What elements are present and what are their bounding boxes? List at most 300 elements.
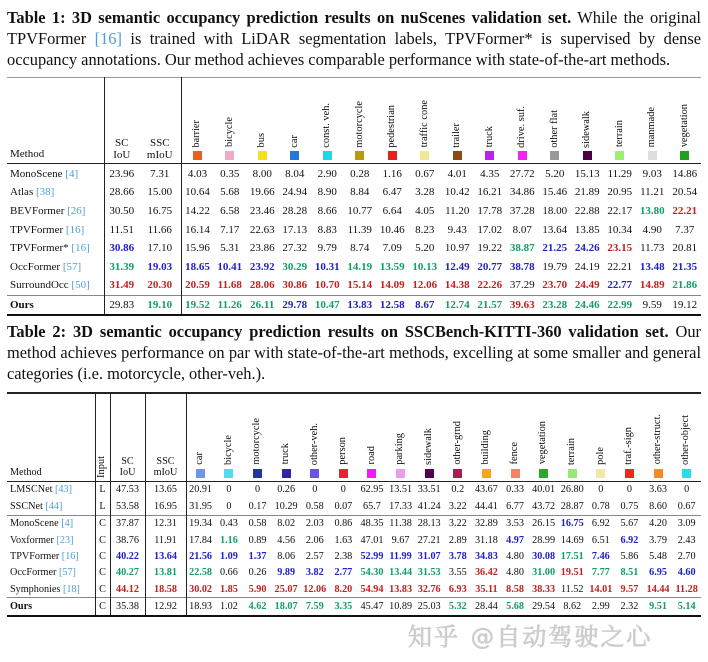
metric-value: 30.50 <box>109 204 135 217</box>
class-label: const. veh. <box>321 102 333 148</box>
metric-value: 7.37 <box>675 223 695 236</box>
table2-sscbench-kitti360-results <box>7 392 701 617</box>
input-modality: C <box>95 515 110 532</box>
metric-value: 23.96 <box>109 167 135 180</box>
citation-link[interactable]: [38] <box>35 186 55 199</box>
class-color-swatch <box>654 469 663 478</box>
input-modality: C <box>95 581 110 598</box>
method-name: LMSCNet [43] <box>7 481 95 498</box>
metric-value: 6.92 <box>620 534 639 546</box>
input-modality: C <box>95 548 110 564</box>
metric-value: 9.51 <box>649 601 667 613</box>
metric-value: 4.20 <box>649 518 667 530</box>
metric-value: 41.24 <box>417 500 441 512</box>
metric-value: 16.95 <box>145 498 186 515</box>
method-name: OccFormer [57] <box>7 565 95 581</box>
metric-value: 19.12 <box>672 298 698 311</box>
class-label: bicycle <box>223 117 235 148</box>
metric-value: 10.29 <box>274 500 298 512</box>
metric-value: 22.21 <box>607 260 633 273</box>
metric-value: 37.28 <box>509 204 535 217</box>
metric-value: 12.58 <box>379 298 405 311</box>
column-header-sidewalk <box>571 78 604 164</box>
metric-value: 0.66 <box>220 567 238 579</box>
metric-value: 20.77 <box>477 260 503 273</box>
class-label: bus <box>256 133 268 148</box>
metric-value: 8.90 <box>317 186 337 199</box>
metric-value: 17.33 <box>389 500 413 512</box>
class-label: other-object <box>680 414 692 465</box>
metric-value: 13.64 <box>145 548 186 564</box>
class-label: truck <box>483 126 495 148</box>
metric-value: 0.67 <box>677 500 696 512</box>
column-header-person <box>329 393 358 482</box>
column-header-method: Method <box>7 393 95 482</box>
metric-value: 62.95 <box>360 484 384 496</box>
metric-value: 10.77 <box>347 204 373 217</box>
metric-value: 11.39 <box>347 223 372 236</box>
metric-value: 3.22 <box>448 518 467 530</box>
metric-value: 37.87 <box>110 515 145 532</box>
metric-value: 15.13 <box>574 167 600 180</box>
metric-value: 3.22 <box>448 500 467 512</box>
metric-value: 18.58 <box>145 581 186 598</box>
metric-value: 1.09 <box>220 550 238 562</box>
column-header-bicycle <box>214 78 247 164</box>
metric-value: 3.09 <box>677 518 696 530</box>
class-color-swatch <box>225 151 234 160</box>
class-color-swatch <box>596 469 605 478</box>
metric-value: 14.44 <box>646 583 670 595</box>
metric-value: 2.89 <box>448 534 467 546</box>
metric-value: 40.27 <box>110 565 145 581</box>
metric-value: 8.83 <box>317 223 337 236</box>
metric-value: 54.94 <box>360 583 384 595</box>
metric-value: 9.57 <box>620 583 639 595</box>
metric-value: 3.78 <box>448 550 467 562</box>
metric-value: 13.51 <box>389 484 413 496</box>
column-header-car <box>279 78 312 164</box>
citation-link[interactable]: [43] <box>55 484 72 496</box>
metric-value: 18.00 <box>542 204 568 217</box>
metric-value: 4.01 <box>447 167 467 180</box>
metric-value: 11.73 <box>640 242 665 255</box>
class-color-swatch <box>453 151 462 160</box>
metric-value: 8.60 <box>649 500 667 512</box>
metric-value: 38.78 <box>509 260 535 273</box>
metric-value: 1.16 <box>382 167 402 180</box>
metric-value: 25.03 <box>417 601 441 613</box>
class-label: car <box>194 452 206 465</box>
metric-value: 14.19 <box>347 260 373 273</box>
column-header-drive-suf <box>506 78 539 164</box>
metric-value: 1.63 <box>334 534 353 546</box>
metric-value: 8.51 <box>620 567 639 579</box>
class-color-swatch <box>339 469 348 478</box>
method-name: BEVFormer [26] <box>7 202 104 221</box>
metric-value: 8.20 <box>334 583 353 595</box>
table1-nuscenes-results <box>7 77 701 316</box>
metric-value: 31.00 <box>532 567 556 579</box>
class-label: parking <box>394 432 406 465</box>
metric-value: 32.89 <box>474 518 498 530</box>
class-label: vegetation <box>678 104 690 148</box>
column-header-truck <box>272 393 301 482</box>
class-color-swatch <box>511 469 520 478</box>
metric-value: 10.46 <box>379 223 405 236</box>
metric-value: 12.31 <box>145 515 186 532</box>
metric-value: 6.95 <box>649 567 667 579</box>
metric-value: 5.14 <box>677 601 696 613</box>
metric-value: 45.47 <box>360 601 384 613</box>
method-name: TPVFormer* [16] <box>7 239 104 258</box>
class-color-swatch <box>539 469 548 478</box>
metric-value: 21.86 <box>672 279 698 292</box>
class-label: motorcycle <box>251 417 263 465</box>
metric-value: 4.35 <box>480 167 500 180</box>
class-color-swatch <box>550 151 559 160</box>
metric-value: 53.58 <box>110 498 145 515</box>
metric-value: 40.01 <box>532 484 556 496</box>
metric-value: 5.86 <box>620 550 639 562</box>
metric-value: 12.06 <box>303 583 327 595</box>
metric-value: 0.67 <box>415 167 435 180</box>
input-header-label: Input <box>96 455 108 478</box>
metric-value: 3.28 <box>415 186 435 199</box>
citation-link[interactable]: [16] <box>65 223 85 236</box>
metric-value: 11.51 <box>109 223 134 236</box>
metric-value: 40.22 <box>110 548 145 564</box>
class-color-swatch <box>648 151 657 160</box>
metric-value: 0 <box>598 484 604 496</box>
metric-value: 3.55 <box>448 567 467 579</box>
class-color-swatch <box>310 469 319 478</box>
metric-value: 20.81 <box>672 242 698 255</box>
metric-value: 3.35 <box>334 601 353 613</box>
metric-value: 2.32 <box>620 601 639 613</box>
metric-value: 5.48 <box>649 550 667 562</box>
metric-value: 10.42 <box>444 186 470 199</box>
metric-value: 24.26 <box>574 242 600 255</box>
table2-caption-text: Our method achieves performance on par with state-of-the-art methods, excelling at some smaller and general categories (i.e. motorcycle, other-veh.). <box>7 322 701 383</box>
method-name: Ours <box>7 295 104 315</box>
metric-value: 28.99 <box>532 534 556 546</box>
citation-link[interactable]: [16] <box>71 242 90 255</box>
metric-value: 16.21 <box>477 186 503 199</box>
metric-value: 35.38 <box>110 598 145 616</box>
metric-value: 4.80 <box>506 567 524 579</box>
metric-value: 0 <box>254 484 261 496</box>
metric-value: 11.29 <box>607 167 632 180</box>
metric-value: 29.83 <box>109 298 135 311</box>
metric-value: 31.49 <box>109 279 135 292</box>
metric-value: 22.17 <box>607 204 633 217</box>
metric-value: 22.77 <box>607 279 633 292</box>
metric-value: 65.7 <box>363 500 381 512</box>
input-modality: C <box>95 532 110 548</box>
method-name: OccFormer [57] <box>7 257 104 276</box>
metric-value: 16.75 <box>139 202 181 221</box>
metric-value: 20.30 <box>139 276 181 295</box>
metric-value: 0.58 <box>248 518 267 530</box>
method-name: SSCNet [44] <box>7 498 95 515</box>
column-header-ssc-miou: SSC mIoU <box>139 78 181 164</box>
class-color-swatch <box>196 469 205 478</box>
metric-value: 3.79 <box>649 534 667 546</box>
metric-value: 28.44 <box>474 601 498 613</box>
metric-value: 2.77 <box>334 567 353 579</box>
metric-value: 10.64 <box>185 186 210 199</box>
metric-value: 9.67 <box>391 534 410 546</box>
metric-value: 1.02 <box>220 601 238 613</box>
column-header-sc-iou: SC IoU <box>110 393 145 482</box>
metric-value: 27.72 <box>509 167 535 180</box>
metric-value: 18.07 <box>274 601 298 613</box>
metric-value: 30.86 <box>109 242 135 255</box>
class-color-swatch <box>680 151 689 160</box>
metric-value: 28.13 <box>417 518 441 530</box>
metric-value: 5.20 <box>545 167 565 180</box>
metric-value: 18.93 <box>189 601 213 613</box>
metric-value: 8.62 <box>563 601 582 613</box>
metric-value: 28.28 <box>282 204 308 217</box>
metric-value: 0 <box>312 484 318 496</box>
class-label: terrain <box>566 437 578 465</box>
metric-value: 11.91 <box>145 532 186 548</box>
metric-value: 10.34 <box>607 223 633 236</box>
column-header-motorcycle <box>344 78 377 164</box>
citation-link[interactable]: [57] <box>58 567 76 579</box>
metric-value: 23.86 <box>249 242 275 255</box>
metric-value: 38.33 <box>532 583 556 595</box>
column-header-other-object <box>672 393 701 482</box>
column-header-manmade <box>636 78 669 164</box>
metric-value: 20.54 <box>672 186 698 199</box>
metric-value: 8.23 <box>415 223 435 236</box>
metric-value: 13.81 <box>145 565 186 581</box>
class-color-swatch <box>224 469 233 478</box>
metric-value: 15.46 <box>542 186 568 199</box>
column-header-sidewalk <box>415 393 444 482</box>
metric-value: 31.18 <box>474 534 498 546</box>
metric-value: 43.67 <box>474 484 498 496</box>
column-header-parking <box>386 393 415 482</box>
table-row-ours <box>7 598 701 616</box>
table1-caption <box>7 8 701 70</box>
metric-value: 8.00 <box>252 167 272 180</box>
citation-link[interactable]: [16] <box>94 28 122 48</box>
column-header-fence <box>501 393 530 482</box>
metric-value: 48.35 <box>360 518 384 530</box>
table1-caption-title: Table 1: 3D semantic occupancy prediction results on nuScenes validation set. <box>7 8 572 27</box>
column-header-const-veh <box>311 78 344 164</box>
metric-value: 31.07 <box>417 550 441 562</box>
metric-value: 12.49 <box>444 260 470 273</box>
metric-value: 10.89 <box>389 601 413 613</box>
metric-value: 17.84 <box>189 534 213 546</box>
metric-value: 0.43 <box>220 518 238 530</box>
metric-value: 24.46 <box>574 298 600 311</box>
class-label: sidewalk <box>422 427 434 465</box>
metric-value: 8.07 <box>512 223 532 236</box>
citation-link[interactable]: [44] <box>45 500 63 512</box>
metric-value: 0 <box>626 484 632 496</box>
citation-link[interactable]: [50] <box>71 279 90 292</box>
table1-caption-text-2: is trained with LiDAR segmentation labels, TPVFormer* is supervised by dense occupancy annotations. Our method achieves comparable performance with state-of-the-art methods. <box>7 28 701 69</box>
metric-value: 16.14 <box>185 223 210 236</box>
table-row-occformer <box>7 565 701 581</box>
table-row-tpvformer <box>7 220 701 239</box>
metric-value: 8.74 <box>350 242 370 255</box>
metric-value: 13.80 <box>639 204 665 217</box>
metric-value: 17.02 <box>477 223 503 236</box>
class-color-swatch <box>367 469 376 478</box>
metric-value: 37.29 <box>509 279 535 292</box>
method-name: Symphonies [18] <box>7 581 95 598</box>
input-modality: L <box>95 498 110 515</box>
metric-value: 44.12 <box>110 581 145 598</box>
method-name: TPVFormer [16] <box>7 220 104 239</box>
metric-value: 25.07 <box>274 583 298 595</box>
metric-value: 6.93 <box>448 583 467 595</box>
metric-value: 4.80 <box>506 550 524 562</box>
table-row-lmscnet <box>7 481 701 498</box>
metric-value: 7.46 <box>591 550 610 562</box>
citation-link[interactable]: [16] <box>61 550 79 562</box>
class-label: fence <box>508 442 520 465</box>
table-row-surroundocc <box>7 276 701 295</box>
metric-value: 34.83 <box>474 550 498 562</box>
metric-value: 13.83 <box>389 583 413 595</box>
metric-value: 7.09 <box>382 242 402 255</box>
column-header-vegetation <box>529 393 558 482</box>
metric-value: 29.54 <box>532 601 556 613</box>
metric-value: 21.35 <box>672 260 698 273</box>
metric-value: 19.03 <box>139 257 181 276</box>
metric-value: 15.00 <box>139 183 181 202</box>
citation-link[interactable]: [23] <box>56 534 74 546</box>
metric-value: 24.49 <box>574 279 600 292</box>
metric-value: 2.43 <box>677 534 696 546</box>
class-color-swatch <box>615 151 624 160</box>
metric-value: 13.44 <box>389 567 413 579</box>
metric-value: 2.03 <box>305 518 324 530</box>
metric-value: 19.22 <box>477 242 503 255</box>
metric-value: 13.59 <box>379 260 405 273</box>
metric-value: 10.97 <box>444 242 470 255</box>
metric-value: 7.59 <box>305 601 324 613</box>
metric-value: 2.90 <box>317 167 337 180</box>
metric-value: 13.85 <box>574 223 600 236</box>
metric-value: 38.76 <box>110 532 145 548</box>
metric-value: 4.62 <box>248 601 267 613</box>
table-row-tpvformer <box>7 239 701 258</box>
metric-value: 5.90 <box>248 583 267 595</box>
table-row-sscnet <box>7 498 701 515</box>
metric-value: 10.41 <box>217 260 243 273</box>
citation-link[interactable]: [4] <box>61 518 74 530</box>
metric-value: 29.78 <box>282 298 308 311</box>
citation-link[interactable]: [18] <box>62 583 80 595</box>
metric-value: 15.96 <box>185 242 210 255</box>
citation-link[interactable]: [57] <box>62 260 82 273</box>
metric-value: 22.63 <box>249 223 275 236</box>
column-header-other-flat <box>539 78 572 164</box>
metric-value: 5.32 <box>448 601 467 613</box>
column-header-pole <box>587 393 616 482</box>
method-name: MonoScene [4] <box>7 515 95 532</box>
metric-value: 52.99 <box>360 550 384 562</box>
class-color-swatch <box>193 151 202 160</box>
table-row-voxformer <box>7 532 701 548</box>
column-header-road <box>358 393 387 482</box>
class-color-swatch <box>253 469 262 478</box>
metric-value: 10.13 <box>412 260 438 273</box>
metric-value: 39.63 <box>509 298 535 311</box>
metric-value: 5.68 <box>506 601 524 613</box>
metric-value: 13.65 <box>145 481 186 498</box>
metric-value: 44.41 <box>474 500 498 512</box>
column-header-pedestrian <box>376 78 409 164</box>
metric-value: 22.58 <box>189 567 213 579</box>
metric-value: 11.99 <box>389 550 412 562</box>
metric-value: 0.07 <box>334 500 353 512</box>
metric-value: 6.58 <box>220 204 240 217</box>
metric-value: 19.66 <box>249 186 275 199</box>
table-row-atlas <box>7 183 701 202</box>
metric-value: 0.35 <box>220 167 240 180</box>
class-label: barrier <box>191 119 203 148</box>
metric-value: 10.47 <box>314 298 340 311</box>
metric-value: 0.26 <box>248 567 267 579</box>
metric-value: 21.89 <box>574 186 600 199</box>
metric-value: 13.83 <box>347 298 373 311</box>
metric-value: 0.89 <box>248 534 267 546</box>
metric-value: 4.97 <box>506 534 524 546</box>
metric-value: 0 <box>340 484 346 496</box>
citation-link[interactable]: [4] <box>65 167 79 180</box>
metric-value: 9.03 <box>642 167 662 180</box>
metric-value: 4.90 <box>642 223 662 236</box>
column-header-bus <box>246 78 279 164</box>
input-modality: L <box>95 481 110 498</box>
metric-value: 11.20 <box>445 204 470 217</box>
class-color-swatch <box>682 469 691 478</box>
metric-value: 22.88 <box>574 204 600 217</box>
citation-link[interactable]: [26] <box>67 204 86 217</box>
metric-value: 26.80 <box>560 484 584 496</box>
metric-value: 28.06 <box>249 279 275 292</box>
metric-value: 14.86 <box>672 167 698 180</box>
metric-value: 6.92 <box>591 518 610 530</box>
column-header-trailer <box>441 78 474 164</box>
metric-value: 2.06 <box>305 534 324 546</box>
metric-value: 26.15 <box>532 518 556 530</box>
metric-value: 3.82 <box>305 567 324 579</box>
class-label: traf.-sign <box>623 426 635 465</box>
metric-value: 5.20 <box>415 242 435 255</box>
metric-value: 13.48 <box>639 260 665 273</box>
metric-value: 0 <box>226 500 232 512</box>
metric-value: 0.33 <box>506 484 524 496</box>
class-color-swatch <box>355 151 364 160</box>
metric-value: 3.63 <box>649 484 667 496</box>
class-label: truck <box>279 443 291 465</box>
metric-value: 14.22 <box>185 204 210 217</box>
metric-value: 31.53 <box>417 567 441 579</box>
class-color-swatch <box>388 151 397 160</box>
class-label: other-struct. <box>651 414 663 465</box>
